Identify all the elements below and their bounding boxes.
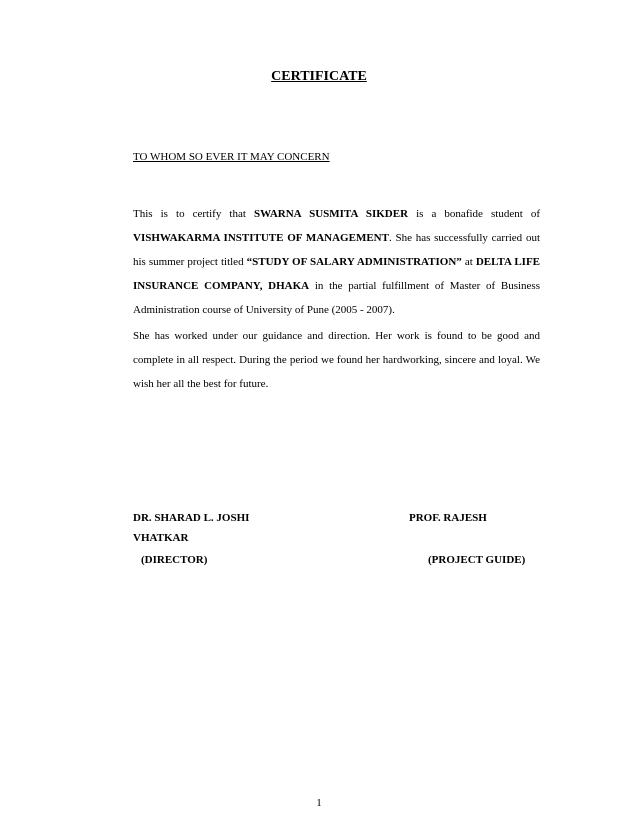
director-name: DR. SHARAD L. JOSHI (133, 512, 250, 524)
guide-role: (PROJECT GUIDE) (428, 554, 526, 566)
salutation: TO WHOM SO EVER IT MAY CONCERN (133, 151, 330, 163)
company-name: DELTA LIFE INSURANCE COMPANY, DHAKA (133, 256, 540, 292)
paragraph-text: is a bonafide student of (408, 208, 540, 220)
institute-name: VISHWAKARMA INSTITUTE OF MANAGEMENT (133, 232, 389, 244)
guide-name-continued: VHATKAR (133, 532, 189, 544)
paragraph-text: . She has successfully carried out his summer project titled (133, 232, 540, 268)
project-title: “STUDY OF SALARY ADMINISTRATION” (246, 256, 462, 268)
student-name: SWARNA SUSMITA SIKDER (253, 208, 409, 220)
page-number: 1 (316, 797, 322, 809)
certification-paragraph (133, 202, 540, 322)
paragraph-text: in the partial fulfillment of Master of Business Administration course of University of Pune (2005 - 2007). (133, 280, 540, 316)
guidance-paragraph: She has worked under our guidance and direction. Her work is found to be good and complete in all respect. During the period we found her hardworking, sincere and loyal. We wish her all the best for future. (133, 330, 540, 390)
guide-name: PROF. RAJESH (409, 512, 487, 524)
paragraph-text: This is to certify that (133, 208, 254, 220)
paragraph-text: at (461, 256, 476, 268)
director-role: (DIRECTOR) (141, 554, 208, 566)
page-title: CERTIFICATE (271, 69, 367, 84)
